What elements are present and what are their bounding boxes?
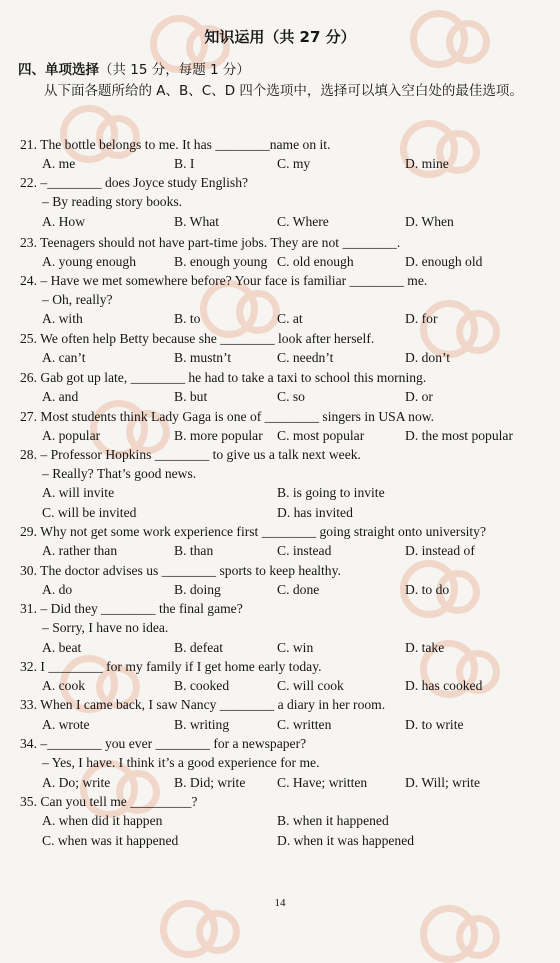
- answer-option: C. so: [277, 389, 305, 404]
- answer-option: A. young enough: [42, 254, 137, 269]
- answer-option: B. but: [174, 389, 208, 404]
- instructions: [18, 80, 533, 103]
- section-label: 四、单项选择: [18, 62, 99, 78]
- answer-option: B. more popular: [174, 428, 263, 443]
- answer-option: A. and: [42, 389, 79, 404]
- answer-option: D. to do: [405, 582, 450, 597]
- answer-option: D. or: [405, 389, 433, 404]
- question-stem: 30. The doctor advises us ________ sports to keep healthy.: [20, 563, 341, 578]
- answer-option: D. enough old: [405, 254, 483, 269]
- answer-option: B. than: [174, 543, 214, 558]
- question-stem: 35. Can you tell me _________?: [20, 794, 198, 809]
- answer-option: A. popular: [42, 428, 101, 443]
- answer-option: C. at: [277, 311, 303, 326]
- dialogue-reply: – Yes, I have. I think it’s a good experience for me.: [42, 755, 320, 770]
- answer-option: C. win: [277, 640, 314, 655]
- dialogue-reply: – Really? That’s good news.: [42, 466, 197, 481]
- answer-option: A. me: [42, 156, 76, 171]
- answer-option: B. is going to invite: [277, 485, 385, 500]
- question-stem: 24. – Have we met somewhere before? Your face is familiar ________ me.: [20, 273, 428, 288]
- answer-option: A. cook: [42, 678, 86, 693]
- instructions-text: 从下面各题所给的 A、B、C、D 四个选项中，选择可以填入空白处的最佳选项。: [44, 83, 523, 99]
- answer-option: D. instead of: [405, 543, 475, 558]
- answer-option: B. defeat: [174, 640, 224, 655]
- answer-option: B. What: [174, 214, 220, 229]
- answer-option: A. do: [42, 582, 73, 597]
- answer-option: D. has invited: [277, 505, 353, 520]
- question-stem: 34. –________ you ever ________ for a newspaper?: [20, 736, 307, 751]
- answer-option: A. wrote: [42, 717, 90, 732]
- answer-option: B. when it happened: [277, 813, 389, 828]
- question-stem: 23. Teenagers should not have part-time jobs. They are not ________.: [20, 235, 401, 250]
- question-stem: 33. When I came back, I saw Nancy ________ a diary in her room.: [20, 697, 386, 712]
- answer-option: C. my: [277, 156, 311, 171]
- answer-option: B. writing: [174, 717, 230, 732]
- dialogue-reply: – Sorry, I have no idea.: [42, 620, 169, 635]
- answer-option: C. will cook: [277, 678, 344, 693]
- question-stem: 32. I ________ for my family if I get home early today.: [20, 659, 322, 674]
- answer-option: D. the most popular: [405, 428, 513, 443]
- answer-option: A. rather than: [42, 543, 118, 558]
- answer-option: D. Will; write: [405, 775, 481, 790]
- answer-option: D. has cooked: [405, 678, 483, 693]
- answer-option: D. for: [405, 311, 438, 326]
- section-heading: [18, 58, 250, 78]
- answer-option: C. Where: [277, 214, 329, 229]
- answer-option: C. when was it happened: [42, 833, 179, 848]
- question-stem: 21. The bottle belongs to me. It has ________name on it.: [20, 137, 331, 152]
- answer-option: D. don’t: [405, 350, 451, 365]
- answer-option: A. with: [42, 311, 83, 326]
- section-note: （共 15 分，每题 1 分）: [99, 62, 250, 78]
- answer-option: B. to: [174, 311, 201, 326]
- answer-option: A. will invite: [42, 485, 115, 500]
- question-stem: 26. Gab got up late, ________ he had to take a taxi to school this morning.: [20, 370, 427, 385]
- answer-option: D. when it was happened: [277, 833, 415, 848]
- question-stem: 22. –________ does Joyce study English?: [20, 175, 249, 190]
- dialogue-reply: – Oh, really?: [42, 292, 113, 307]
- answer-option: C. instead: [277, 543, 332, 558]
- question-stem: 25. We often help Betty because she ________ look after herself.: [20, 331, 375, 346]
- answer-option: D. When: [405, 214, 454, 229]
- answer-option: B. enough young: [174, 254, 268, 269]
- answer-option: B. mustn’t: [174, 350, 232, 365]
- answer-option: C. Have; written: [277, 775, 368, 790]
- answer-option: C. old enough: [277, 254, 354, 269]
- page-number: 14: [274, 897, 286, 909]
- question-stem: 29. Why not get some work experience first ________ going straight onto university?: [20, 524, 487, 539]
- answer-option: A. How: [42, 214, 86, 229]
- answer-option: A. when did it happen: [42, 813, 163, 828]
- answer-option: C. done: [277, 582, 320, 597]
- page-title: 知识运用（共 27 分）: [204, 28, 356, 46]
- question-stem: 28. – Professor Hopkins ________ to give us a talk next week.: [20, 447, 361, 462]
- answer-option: B. doing: [174, 582, 221, 597]
- answer-option: C. will be invited: [42, 505, 137, 520]
- answer-option: D. mine: [405, 156, 449, 171]
- answer-option: B. Did; write: [174, 775, 246, 790]
- answer-option: C. most popular: [277, 428, 365, 443]
- question-stem: 31. – Did they ________ the final game?: [20, 601, 243, 616]
- answer-option: C. needn’t: [277, 350, 334, 365]
- answer-option: B. I: [174, 156, 195, 171]
- answer-option: A. beat: [42, 640, 82, 655]
- answer-option: D. to write: [405, 717, 464, 732]
- dialogue-reply: – By reading story books.: [42, 194, 183, 209]
- answer-option: C. written: [277, 717, 332, 732]
- question-stem: 27. Most students think Lady Gaga is one of ________ singers in USA now.: [20, 409, 435, 424]
- answer-option: A. can’t: [42, 350, 86, 365]
- answer-option: D. take: [405, 640, 445, 655]
- answer-option: B. cooked: [174, 678, 230, 693]
- answer-option: A. Do; write: [42, 775, 111, 790]
